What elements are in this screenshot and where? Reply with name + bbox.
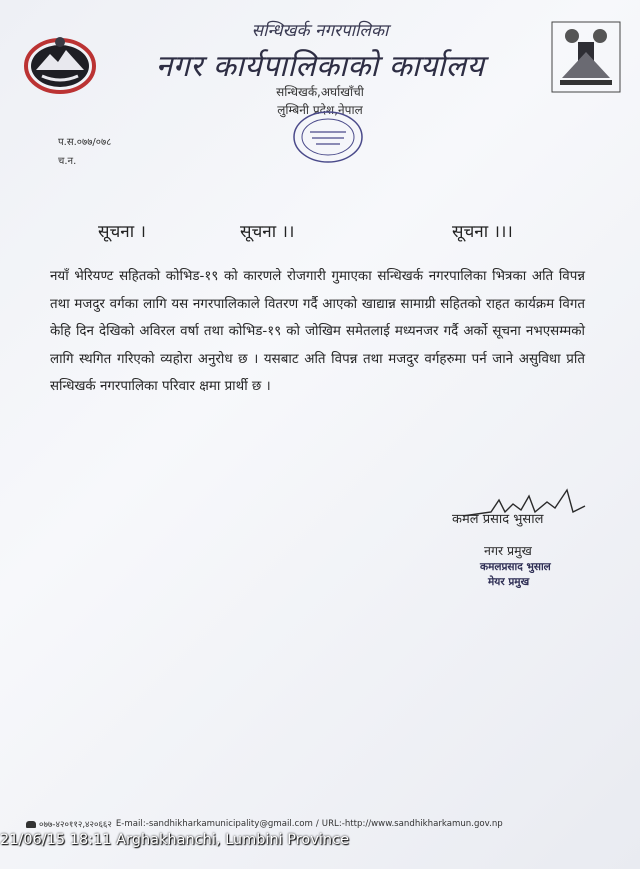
office-title: नगर कार्यपालिकाको कार्यालय (155, 49, 485, 84)
phone-icon (26, 821, 36, 828)
footer-email: E-mail:-sandhikharkamunicipality@gmail.com (115, 819, 313, 829)
address-district: सन्धिखर्क,अर्घाखाँची (276, 85, 364, 99)
notice-heading-1: सूचना । (98, 222, 146, 242)
signatory-title: नगर प्रमुख (484, 543, 532, 558)
notice-body: नयाँ भेरियण्ट सहितको कोभिड-१९ को कारणले रोजगारी गुमाएका सन्धिखर्क नगरपालिका भित्रका अति विपन्न तथा मजदुर वर्गका लागि यस नगरपालिकाले वितरण गर्दै आएको खाद्यान्न सामाग्री सहितको राहत कार्यक्रम विगत केहि दिन देखिको अविरल वर्षा तथा कोभिड-१९ को जोखिम समेतलाई मध्यनजर गर्दै अर्को सूचना नभएसम्मको लागि स्थगित गरिएको व्यहोरा अनुरोध छ । यसबाट अति विपन्न तथा मजदुर वर्गहरुमा पर्न जाने असुविधा प्रति सन्धिखर्क नगरपालिका परिवार क्षमा प्रार्थी छ । (50, 269, 585, 394)
footer-contact: ०७७-४२०११२,४२०६६२ E-mail:-sandhikharkamunicipality@gmail.com / URL:-http://www.sandhikharkamun.gov.np (26, 818, 503, 830)
reference-number: प.स.०७७/०७८ (58, 137, 112, 148)
photo-timestamp-overlay: 21/06/15 18:11 Arghakhanchi, Lumbini Province (0, 832, 349, 848)
municipality-name: सन्धिखर्क नगरपालिका (251, 21, 389, 41)
office-stamp-icon (290, 108, 366, 166)
dispatch-number: च.न. (58, 156, 77, 167)
footer-phone: ०७७-४२०११२,४२०६६२ (39, 820, 112, 830)
signatory-stamp-name: कमलप्रसाद भुसाल (480, 561, 551, 573)
notice-heading-2: सूचना ।। (240, 222, 295, 242)
address-province: लुम्बिनी प्रदेश,नेपाल (277, 103, 363, 117)
footer-url: URL:-http://www.sandhikharkamun.gov.np (321, 819, 503, 829)
signatory-name: कमल प्रसाद भुसाल (452, 512, 544, 527)
notice-heading-3: सूचना ।।। (452, 222, 513, 242)
signatory-stamp-title: मेयर प्रमुख (488, 576, 530, 588)
